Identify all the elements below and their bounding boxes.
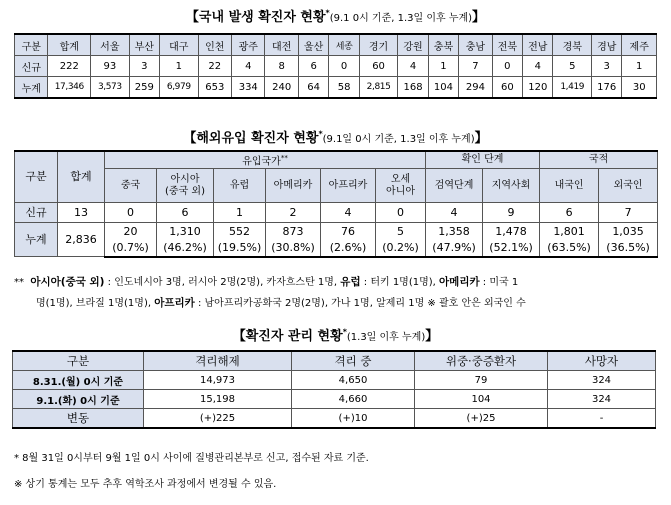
header-cell: 대구 — [160, 34, 199, 56]
header-cell: 충남 — [459, 34, 492, 56]
table-cell: 4 — [398, 56, 428, 77]
table-cell: 9 — [483, 203, 540, 223]
table-cell: 0 — [329, 56, 359, 77]
note-line-2: 명(1명), 브라질 1명(1명), 아프리카 : 남아프리카공화국 2명(2명), 가나 1명, 알제리 1명 ※ 괄호 안은 외국인 수 — [36, 297, 526, 309]
row-label: 8.31.(월) 0시 기준 — [13, 371, 144, 390]
header-cell: 경남 — [592, 34, 622, 56]
management-status-title: 【확진자 관리 현황*(1.3일 이후 누계)】 — [232, 327, 439, 344]
table-cell: 4,660 — [292, 390, 415, 409]
header-cell: 위중·중증환자 — [415, 351, 548, 371]
header-cell: 충북 — [428, 34, 458, 56]
total-header: 합계 — [58, 151, 105, 203]
table-cell: 1 — [214, 203, 266, 223]
table-cell: 4,650 — [292, 371, 415, 390]
table-cell: 324 — [548, 390, 656, 409]
imported-group-header-row — [15, 151, 658, 169]
header-cell: 전남 — [523, 34, 553, 56]
table-cell: 0 — [105, 203, 157, 223]
table-cell: 1,035 — [599, 223, 658, 240]
sub-header-cell: 유럽 — [214, 169, 266, 203]
percent-cell: (2.6%) — [321, 240, 376, 257]
row-label: 신규 — [15, 56, 48, 77]
table-cell: 64 — [298, 77, 328, 99]
table-cell: 1 — [160, 56, 199, 77]
table-row — [13, 371, 656, 390]
table-cell: 6 — [157, 203, 214, 223]
table-cell: 6 — [298, 56, 328, 77]
header-cell: 합계 — [48, 34, 91, 56]
footnote-report-basis: * 8월 31일 0시부터 9월 1일 0시 사이에 질병관리본부로 신고, 접수된 자료 기준. — [14, 453, 369, 464]
row-label: 신규 — [15, 203, 58, 223]
gubun-header: 구분 — [15, 151, 58, 203]
header-cell: 세종 — [329, 34, 359, 56]
country-group-header: 유입국가** — [105, 151, 426, 169]
table-cell: 120 — [523, 77, 553, 99]
table-cell: 2,815 — [359, 77, 398, 99]
table-cell: 653 — [198, 77, 231, 99]
table-cell: - — [548, 409, 656, 429]
sub-header-cell: 오세 아니아 — [376, 169, 426, 203]
management-header-row — [13, 351, 656, 371]
table-row — [15, 223, 658, 240]
table-cell: 22 — [198, 56, 231, 77]
table-cell: 1,310 — [157, 223, 214, 240]
row-label: 변동 — [13, 409, 144, 429]
table-cell: 6 — [540, 203, 599, 223]
table-cell: 104 — [415, 390, 548, 409]
percent-cell: (19.5%) — [214, 240, 266, 257]
table-cell: 3,573 — [91, 77, 130, 99]
row-label: 9.1.(화) 0시 기준 — [13, 390, 144, 409]
percent-cell: (52.1%) — [483, 240, 540, 257]
header-cell: 경북 — [553, 34, 592, 56]
table-cell: 334 — [232, 77, 265, 99]
table-cell: 2,836 — [58, 223, 105, 257]
table-cell: 3 — [592, 56, 622, 77]
table-cell: 4 — [523, 56, 553, 77]
header-cell: 구분 — [13, 351, 144, 371]
table-cell: 7 — [459, 56, 492, 77]
table-row — [15, 203, 658, 223]
note-line-1: ** 아시아(중국 외) : 인도네시아 3명, 러시아 2명(2명), 카자흐스탄 1명, 유럽 : 터키 1명(1명), 아메리카 : 미국 1 — [14, 276, 519, 288]
table-row — [13, 409, 656, 429]
table-cell: 1,358 — [426, 223, 483, 240]
sub-header-cell: 아메리카 — [266, 169, 321, 203]
header-cell: 제주 — [622, 34, 657, 56]
table-cell: (+)25 — [415, 409, 548, 429]
table-cell: 1 — [622, 56, 657, 77]
table-cell: 552 — [214, 223, 266, 240]
percent-cell: (36.5%) — [599, 240, 658, 257]
table-cell: 60 — [359, 56, 398, 77]
table-cell: 1,478 — [483, 223, 540, 240]
table-cell: 4 — [232, 56, 265, 77]
header-cell: 서울 — [91, 34, 130, 56]
table-cell: 13 — [58, 203, 105, 223]
management-status-table — [12, 350, 656, 429]
imported-cases-table — [14, 150, 658, 258]
percent-cell: (63.5%) — [540, 240, 599, 257]
table-cell: 240 — [265, 77, 298, 99]
domestic-cases-table — [14, 33, 657, 99]
table-cell: 60 — [492, 77, 522, 99]
table-cell: 58 — [329, 77, 359, 99]
percent-cell: (47.9%) — [426, 240, 483, 257]
sub-header-cell: 아시아 (중국 외) — [157, 169, 214, 203]
table-cell: 6,979 — [160, 77, 199, 99]
table-cell: 873 — [266, 223, 321, 240]
sub-header-cell: 아프리카 — [321, 169, 376, 203]
nationality-group-header: 국적 — [540, 151, 658, 169]
sub-header-cell: 외국인 — [599, 169, 658, 203]
percent-cell: (0.7%) — [105, 240, 157, 257]
sub-header-cell: 검역단계 — [426, 169, 483, 203]
table-row — [15, 77, 657, 99]
table-row — [15, 240, 658, 257]
table-cell: 0 — [492, 56, 522, 77]
table-cell: 324 — [548, 371, 656, 390]
table-cell: 15,198 — [144, 390, 292, 409]
table-cell: 168 — [398, 77, 428, 99]
table-cell: 104 — [428, 77, 458, 99]
table-cell: 1,801 — [540, 223, 599, 240]
table-row — [13, 390, 656, 409]
header-cell: 울산 — [298, 34, 328, 56]
table-cell: 76 — [321, 223, 376, 240]
table-cell: 2 — [266, 203, 321, 223]
table-cell: 4 — [321, 203, 376, 223]
percent-cell: (30.8%) — [266, 240, 321, 257]
table-cell: 14,973 — [144, 371, 292, 390]
row-label: 누계 — [15, 223, 58, 257]
table-cell: 259 — [129, 77, 159, 99]
header-cell: 광주 — [232, 34, 265, 56]
table-cell: 1 — [428, 56, 458, 77]
row-label: 누계 — [15, 77, 48, 99]
header-cell: 경기 — [359, 34, 398, 56]
table-cell: 5 — [376, 223, 426, 240]
header-cell: 사망자 — [548, 351, 656, 371]
header-cell: 강원 — [398, 34, 428, 56]
header-cell: 대전 — [265, 34, 298, 56]
sub-header-cell: 지역사회 — [483, 169, 540, 203]
table-cell: 8 — [265, 56, 298, 77]
footnote-statistics-change: ※ 상기 통계는 모두 추후 역학조사 과정에서 변경될 수 있음. — [14, 479, 277, 490]
table-cell: 7 — [599, 203, 658, 223]
percent-cell: (46.2%) — [157, 240, 214, 257]
table-cell: 17,346 — [48, 77, 91, 99]
sub-header-cell: 내국인 — [540, 169, 599, 203]
table-row — [15, 56, 657, 77]
table-cell: 30 — [622, 77, 657, 99]
table-cell: 4 — [426, 203, 483, 223]
table-cell: 0 — [376, 203, 426, 223]
table-cell: 1,419 — [553, 77, 592, 99]
table-cell: (+)225 — [144, 409, 292, 429]
table-cell: 222 — [48, 56, 91, 77]
table-cell: 3 — [129, 56, 159, 77]
table-cell: 5 — [553, 56, 592, 77]
percent-cell: (0.2%) — [376, 240, 426, 257]
imported-cases-title: 【해외유입 확진자 현황*(9.1일 0시 기준, 1.3일 이후 누계)】 — [183, 129, 488, 146]
imported-country-note — [14, 272, 657, 314]
table-cell: 79 — [415, 371, 548, 390]
table-cell: 20 — [105, 223, 157, 240]
stage-group-header: 확인 단계 — [426, 151, 540, 169]
sub-header-cell: 중국 — [105, 169, 157, 203]
header-cell: 부산 — [129, 34, 159, 56]
imported-sub-header-row — [15, 169, 658, 203]
header-cell: 구분 — [15, 34, 48, 56]
table-cell: 93 — [91, 56, 130, 77]
header-cell: 격리 중 — [292, 351, 415, 371]
header-cell: 전북 — [492, 34, 522, 56]
header-cell: 격리해제 — [144, 351, 292, 371]
table-cell: 176 — [592, 77, 622, 99]
domestic-header-row — [15, 34, 657, 56]
table-cell: 294 — [459, 77, 492, 99]
domestic-cases-title: 【국내 발생 확진자 현황*(9.1 0시 기준, 1.3일 이후 누계)】 — [185, 8, 486, 25]
header-cell: 인천 — [198, 34, 231, 56]
table-cell: (+)10 — [292, 409, 415, 429]
